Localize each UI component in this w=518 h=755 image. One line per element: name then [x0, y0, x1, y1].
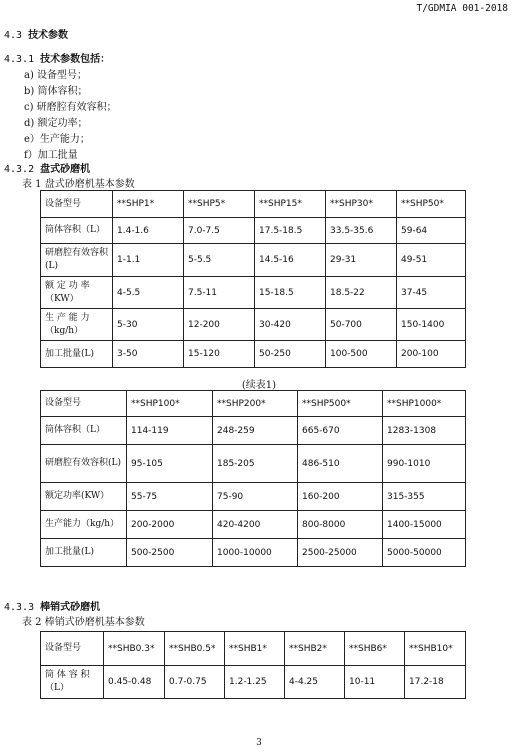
table-cell: 1000-10000 — [213, 539, 298, 567]
list-item: a) 设备型号； — [24, 70, 88, 81]
table-cell: 800-8000 — [298, 511, 383, 539]
list-item: f）加工批量 — [24, 150, 78, 161]
table-header-cell: **SHP200* — [213, 391, 298, 417]
table-cell: 筒 体 容 积（L） — [41, 666, 104, 699]
table-header-cell: **SHP30* — [326, 191, 397, 218]
table-cell: 7.0-7.5 — [184, 218, 255, 244]
table-cell: 200-2000 — [127, 511, 213, 539]
list-item: e）生产能力； — [24, 134, 90, 145]
table1-continued — [40, 390, 466, 567]
table-cell: 185-205 — [213, 445, 298, 483]
table-cell: 5-30 — [113, 309, 184, 341]
table-header-cell: **SHP15* — [255, 191, 326, 218]
table-cell: 95-105 — [127, 445, 213, 483]
section-4-3-1-heading: 4.3.1 技术参数包括： — [4, 54, 111, 65]
table-cell: 486-510 — [298, 445, 383, 483]
table-header-cell: **SHP100* — [127, 391, 213, 417]
table1-continued-caption: (续表1) — [241, 380, 277, 391]
table-cell: 14.5-16 — [255, 244, 326, 277]
table-header-cell: **SHP1000* — [383, 391, 466, 417]
table-cell: 1-1.1 — [113, 244, 184, 277]
table-cell: 17.5-18.5 — [255, 218, 326, 244]
table-header-cell: **SHB0.3* — [104, 632, 165, 666]
table-cell: 0.45-0.48 — [104, 666, 165, 699]
table-cell: 筒体容积（L） — [41, 218, 113, 244]
table-cell: 315-355 — [383, 483, 466, 511]
table-cell: 筒体容积（L） — [41, 417, 127, 445]
table-row — [41, 277, 466, 309]
table-cell: 额 定 功 率（KW） — [41, 277, 113, 309]
table-cell: 10-11 — [345, 666, 405, 699]
table-cell: 665-670 — [298, 417, 383, 445]
list-item: c) 研磨腔有效容积； — [24, 102, 117, 113]
table-cell: 29-31 — [326, 244, 397, 277]
table-cell: 50-700 — [326, 309, 397, 341]
table-cell: 加工批量(L) — [41, 341, 113, 368]
table-cell: 500-2500 — [127, 539, 213, 567]
table-header-row — [41, 391, 466, 417]
table-cell: 17.2-18 — [405, 666, 466, 699]
table-header-cell: **SHB1* — [225, 632, 285, 666]
table-row — [41, 417, 466, 445]
table-cell: 2500-25000 — [298, 539, 383, 567]
table-header-cell: **SHP1* — [113, 191, 184, 218]
table-header-cell: **SHB6* — [345, 632, 405, 666]
table-header-cell: 设备型号 — [41, 632, 104, 666]
table-cell: 100-500 — [326, 341, 397, 368]
table-header-cell: **SHB0.5* — [165, 632, 225, 666]
table-cell: 生 产 能 力（kg/h） — [41, 309, 113, 341]
section-4-3-heading: 4.3 技术参数 — [4, 30, 69, 41]
table-cell: 1283-1308 — [383, 417, 466, 445]
table-cell: 0.7-0.75 — [165, 666, 225, 699]
table-cell: 160-200 — [298, 483, 383, 511]
table2 — [40, 631, 466, 699]
table-header-cell: **SHP50* — [397, 191, 466, 218]
document-code: T/GDMIA 001-2018 — [416, 3, 508, 14]
table-cell: 18.5-22 — [326, 277, 397, 309]
table-cell: 15-18.5 — [255, 277, 326, 309]
table-cell: 研磨腔有效容积(L) — [41, 244, 113, 277]
table-cell: 1.2-1.25 — [225, 666, 285, 699]
table-row — [41, 483, 466, 511]
table-row — [41, 309, 466, 341]
table-header-row — [41, 632, 466, 666]
table-cell: 研磨腔有效容积(L) — [41, 445, 127, 483]
table-cell: 12-200 — [184, 309, 255, 341]
table-cell: 248-259 — [213, 417, 298, 445]
table-header-cell: **SHP500* — [298, 391, 383, 417]
table-cell: 200-100 — [397, 341, 466, 368]
table2-caption: 表 2 棒销式砂磨机基本参数 — [22, 617, 145, 628]
table-row — [41, 244, 466, 277]
table-row — [41, 445, 466, 483]
table-cell: 37-45 — [397, 277, 466, 309]
table1 — [40, 190, 466, 368]
table-row — [41, 218, 466, 244]
table-header-cell: **SHB10* — [405, 632, 466, 666]
table-cell: 7.5-11 — [184, 277, 255, 309]
table-header-cell: **SHP5* — [184, 191, 255, 218]
table-cell: 49-51 — [397, 244, 466, 277]
table-cell: 额定功率(KW） — [41, 483, 127, 511]
table1-caption: 表 1 盘式砂磨机基本参数 — [22, 179, 135, 190]
table-cell: 990-1010 — [383, 445, 466, 483]
table-row — [41, 666, 466, 699]
section-4-3-3-heading: 4.3.3 棒销式砂磨机 — [4, 602, 101, 613]
table-row — [41, 539, 466, 567]
table-cell: 150-1400 — [397, 309, 466, 341]
table-cell: 50-250 — [255, 341, 326, 368]
table-cell: 75-90 — [213, 483, 298, 511]
page-number: 3 — [256, 738, 262, 748]
table-cell: 5-5.5 — [184, 244, 255, 277]
table-header-cell: 设备型号 — [41, 191, 113, 218]
table-cell: 加工批量(L) — [41, 539, 127, 567]
table-header-cell: **SHB2* — [285, 632, 345, 666]
section-4-3-2-heading: 4.3.2 盘式砂磨机 — [4, 164, 91, 175]
table-row — [41, 511, 466, 539]
table-cell: 59-64 — [397, 218, 466, 244]
table-cell: 114-119 — [127, 417, 213, 445]
table-cell: 生产能力（kg/h） — [41, 511, 127, 539]
table-cell: 33.5-35.6 — [326, 218, 397, 244]
table-cell: 30-420 — [255, 309, 326, 341]
table-cell: 4-4.25 — [285, 666, 345, 699]
table-cell: 5000-50000 — [383, 539, 466, 567]
table-cell: 15-120 — [184, 341, 255, 368]
table-cell: 1.4-1.6 — [113, 218, 184, 244]
table-header-cell: 设备型号 — [41, 391, 127, 417]
list-item: d) 额定功率； — [24, 118, 88, 129]
table-row — [41, 341, 466, 368]
table-cell: 55-75 — [127, 483, 213, 511]
table-cell: 1400-15000 — [383, 511, 466, 539]
table-cell: 4-5.5 — [113, 277, 184, 309]
table-cell: 3-50 — [113, 341, 184, 368]
list-item: b) 筒体容积； — [24, 86, 88, 97]
table-header-row — [41, 191, 466, 218]
table-cell: 420-4200 — [213, 511, 298, 539]
